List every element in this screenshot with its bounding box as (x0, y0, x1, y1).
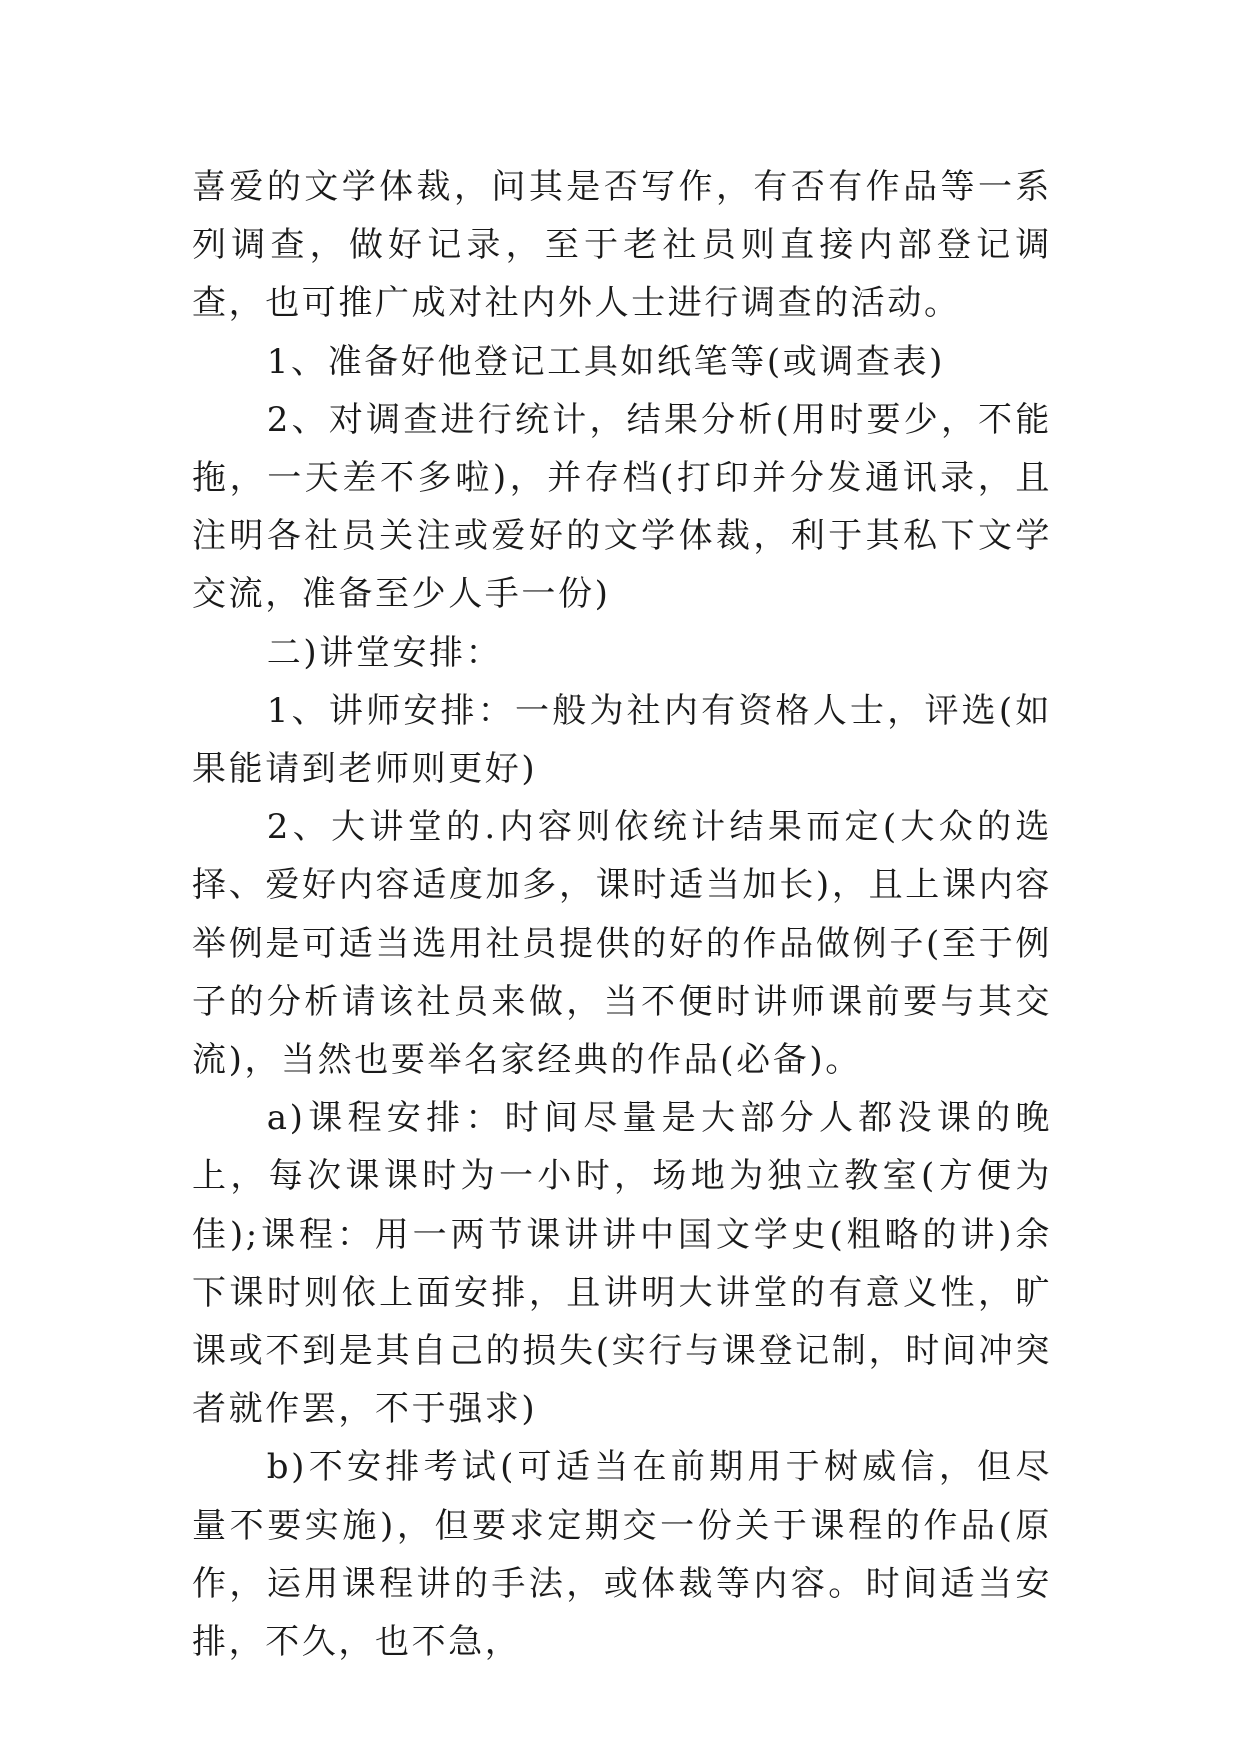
paragraph-8: b)不安排考试(可适当在前期用于树威信，但尽量不要实施)，但要求定期交一份关于课程的作品(原作，运用课程讲的手法，或体裁等内容。时间适当安排，不久，也不急， (192, 1447, 1052, 1663)
document-page (192, 158, 1052, 1671)
paragraph-3: 2、对调查进行统计，结果分析(用时要少，不能拖，一天差不多啦)，并存档(打印并分发通讯录，且注明各社员关注或爱好的文学体裁，利于其私下文学交流，准备至少人手一份) (192, 399, 1052, 615)
paragraph-6: 2、大讲堂的.内容则依统计结果而定(大众的选择、爱好内容适度加多，课时适当加长)，且上课内容举例是可适当选用社员提供的好的作品做例子(至于例子的分析请该社员来做，当不便时讲师课前要与其交流)，当然也要举名家经典的作品(必备)。 (192, 807, 1052, 1081)
paragraph-1: 喜爱的文学体裁，问其是否写作，有否有作品等一系列调查，做好记录，至于老社员则直接内部登记调查，也可推广成对社内外人士进行调查的活动。 (192, 167, 1052, 324)
paragraph-7: a)课程安排：时间尽量是大部分人都没课的晚上，每次课课时为一小时，场地为独立教室(方便为佳);课程：用一两节课讲讲中国文学史(粗略的讲)余下课时则依上面安排，且讲明大讲堂的有意义性，旷课或不到是其自己的损失(实行与课登记制，时间冲突者就作罢，不于强求) (192, 1098, 1052, 1430)
paragraph-4: 二)讲堂安排： (266, 632, 503, 673)
paragraph-5: 1、讲师安排：一般为社内有资格人士，评选(如果能请到老师则更好) (192, 690, 1052, 790)
paragraph-2: 1、准备好他登记工具如纸笔等(或调查表) (266, 341, 945, 382)
